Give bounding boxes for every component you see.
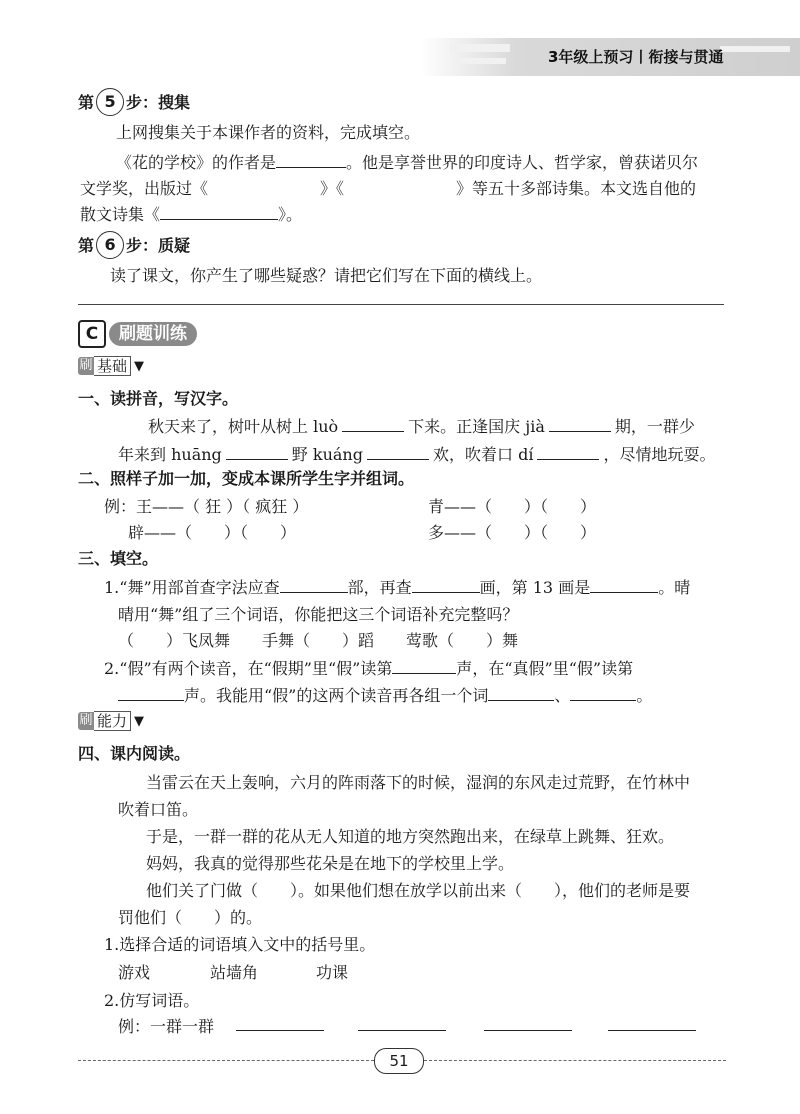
step5-number: 5: [96, 88, 124, 116]
step5-line1: [116, 150, 698, 173]
q2-example: 例：王——（ 狂 ）（ 疯狂 ）: [104, 497, 309, 516]
huang-blank[interactable]: [226, 444, 288, 460]
q1-line2-b: 野 kuáng: [291, 445, 363, 464]
q3-p2-b: 声，在“真假”里“假”读第: [456, 659, 634, 678]
triangle-down-icon: ▼: [134, 358, 145, 374]
imitate-blank-1[interactable]: [236, 1030, 324, 1031]
strokes-blank[interactable]: [412, 577, 480, 593]
tag-basic-icon: 刷: [79, 358, 93, 373]
q1-line1-b: 下来。正逢国庆 jià: [408, 417, 545, 436]
header-title: 3年级上预习丨衔接与贯通: [548, 48, 724, 66]
imitate-blank-2[interactable]: [358, 1030, 446, 1031]
step5-line2-c: 》等五十多部诗集。本文选自他的: [456, 179, 697, 198]
q1-line2-a: 年来到 huāng: [118, 445, 222, 464]
q3-p1-c: 画，第 13 画是: [479, 578, 591, 597]
imitate-blank-4[interactable]: [608, 1030, 696, 1031]
divider: [78, 304, 724, 305]
q2-qing[interactable]: 青——（ ）（ ）: [428, 497, 597, 516]
tone1-blank[interactable]: [392, 658, 456, 674]
step5-heading: [78, 89, 190, 117]
step5-line1-a: 《花的学校》的作者是: [116, 153, 277, 172]
step5-line2: [80, 176, 696, 199]
step5-line3-a: 散文诗集《: [80, 205, 161, 224]
step6-title: 步：质疑: [126, 236, 191, 255]
step5-line3: [80, 202, 302, 225]
step6-heading: [78, 232, 190, 260]
step6-text: 读了课文，你产生了哪些疑惑？请把它们写在下面的横线上。: [110, 266, 543, 285]
q3-p1-line1: [104, 575, 690, 598]
di-blank[interactable]: [537, 444, 599, 460]
q3-p1-a: 1.“舞”用部首查字法应查: [104, 578, 280, 597]
q1-line2-d: ，尽情地玩耍。: [603, 445, 716, 464]
q4-word-2: 站墙角: [210, 963, 259, 982]
word2-blank[interactable]: [570, 685, 636, 701]
tag-ability-icon: 刷: [79, 713, 93, 728]
stroke13-blank[interactable]: [590, 577, 658, 593]
step5-line3-b: 》。: [278, 205, 303, 224]
step5-line1-b: 。他是享誉世界的印度诗人、哲学家，曾获诺贝尔: [346, 153, 699, 172]
tag-ability: [78, 711, 144, 731]
q2-heading: 二、照样子加一加，变成本课所学生字并组词。: [78, 469, 415, 488]
q1-line1: [148, 414, 695, 437]
q4-para1-b: 吹着口笛。: [118, 800, 199, 819]
q4-word-3: 功课: [316, 963, 349, 982]
q4-para4-a[interactable]: 他们关了门做（ ）。如果他们想在放学以前出来（ ），他们的老师是要: [146, 881, 691, 900]
step6-prefix: 第: [78, 236, 95, 255]
q1-line1-a: 秋天来了，树叶从树上 luò: [148, 417, 339, 436]
q3-p1-b: 部，再查: [347, 578, 412, 597]
imitate-blank-3[interactable]: [484, 1030, 572, 1031]
section-c-title: 刷题训练: [109, 322, 197, 346]
tag-ability-label: 能力: [94, 711, 131, 731]
triangle-down-icon: ▼: [134, 713, 145, 729]
collection-blank[interactable]: [160, 204, 278, 220]
page-number: 51: [374, 1048, 424, 1074]
step5-line2-a: 文学奖，出版过《: [80, 179, 209, 198]
kuang-blank[interactable]: [367, 444, 429, 460]
q2-pi[interactable]: 辟——（ ）（ ）: [128, 523, 297, 542]
author-blank[interactable]: [276, 152, 346, 168]
q1-line1-c: 期，一群少: [614, 417, 695, 436]
jia-blank[interactable]: [549, 416, 611, 432]
q2-duo[interactable]: 多——（ ）（ ）: [428, 523, 597, 542]
word1-blank[interactable]: [488, 685, 554, 701]
q4-para1-a: 当雷云在天上轰响，六月的阵雨落下的时候，湿润的东风走过荒野，在竹林中: [146, 773, 691, 792]
step5-title: 步：搜集: [126, 93, 191, 112]
q3-p1-d: 。晴: [658, 578, 691, 597]
q4-example: 例：一群一群: [118, 1017, 215, 1036]
q1-heading: 一、读拼音，写汉字。: [78, 389, 239, 408]
q4-sub2: 2.仿写词语。: [104, 991, 200, 1010]
q4-heading: 四、课内阅读。: [78, 744, 191, 763]
q1-line2-c: 欢，吹着口 dí: [432, 445, 534, 464]
q3-p2-e: 。: [636, 686, 653, 705]
radical-blank[interactable]: [280, 577, 348, 593]
step5-prefix: 第: [78, 93, 95, 112]
step5-line2-b: 》《: [320, 179, 345, 198]
footer-rule-right: [424, 1060, 726, 1061]
step5-intro: 上网搜集关于本课作者的资料，完成填空。: [116, 123, 421, 142]
step6-number: 6: [96, 231, 124, 259]
q4-para3: 妈妈，我真的觉得那些花朵是在地下的学校里上学。: [146, 854, 515, 873]
q4-para2: 于是，一群一群的花从无人知道的地方突然跑出来，在绿草上跳舞、狂欢。: [146, 827, 675, 846]
q4-sub1: 1.选择合适的词语填入文中的括号里。: [104, 935, 376, 954]
q4-para4-b[interactable]: 罚他们（ ）的。: [118, 908, 263, 927]
section-c-letter: C: [78, 320, 106, 348]
q1-line2: [118, 442, 715, 465]
q3-p1-line3[interactable]: （ ）飞凤舞 手舞（ ）蹈 莺歌（ ）舞: [118, 631, 519, 650]
section-c-banner: [78, 320, 197, 348]
q3-heading: 三、填空。: [78, 549, 159, 568]
q3-p2-line2: [118, 683, 652, 706]
tag-basic-label: 基础: [94, 356, 131, 376]
q3-p1-line2: 晴用“舞”组了三个词语，你能把这三个词语补充完整吗？: [118, 605, 519, 624]
footer-rule-left: [78, 1060, 374, 1061]
luo-blank[interactable]: [342, 416, 404, 432]
tag-basic: [78, 356, 144, 376]
q3-p2-a: 2.“假”有两个读音，在“假期”里“假”读第: [104, 659, 393, 678]
tone2-blank[interactable]: [118, 685, 184, 701]
q4-word-1: 游戏: [118, 963, 151, 982]
q3-p2-c: 声。我能用“假”的这两个读音再各组一个词: [184, 686, 489, 705]
q3-p2-d: 、: [554, 686, 571, 705]
q3-p2-line1: [104, 656, 633, 679]
